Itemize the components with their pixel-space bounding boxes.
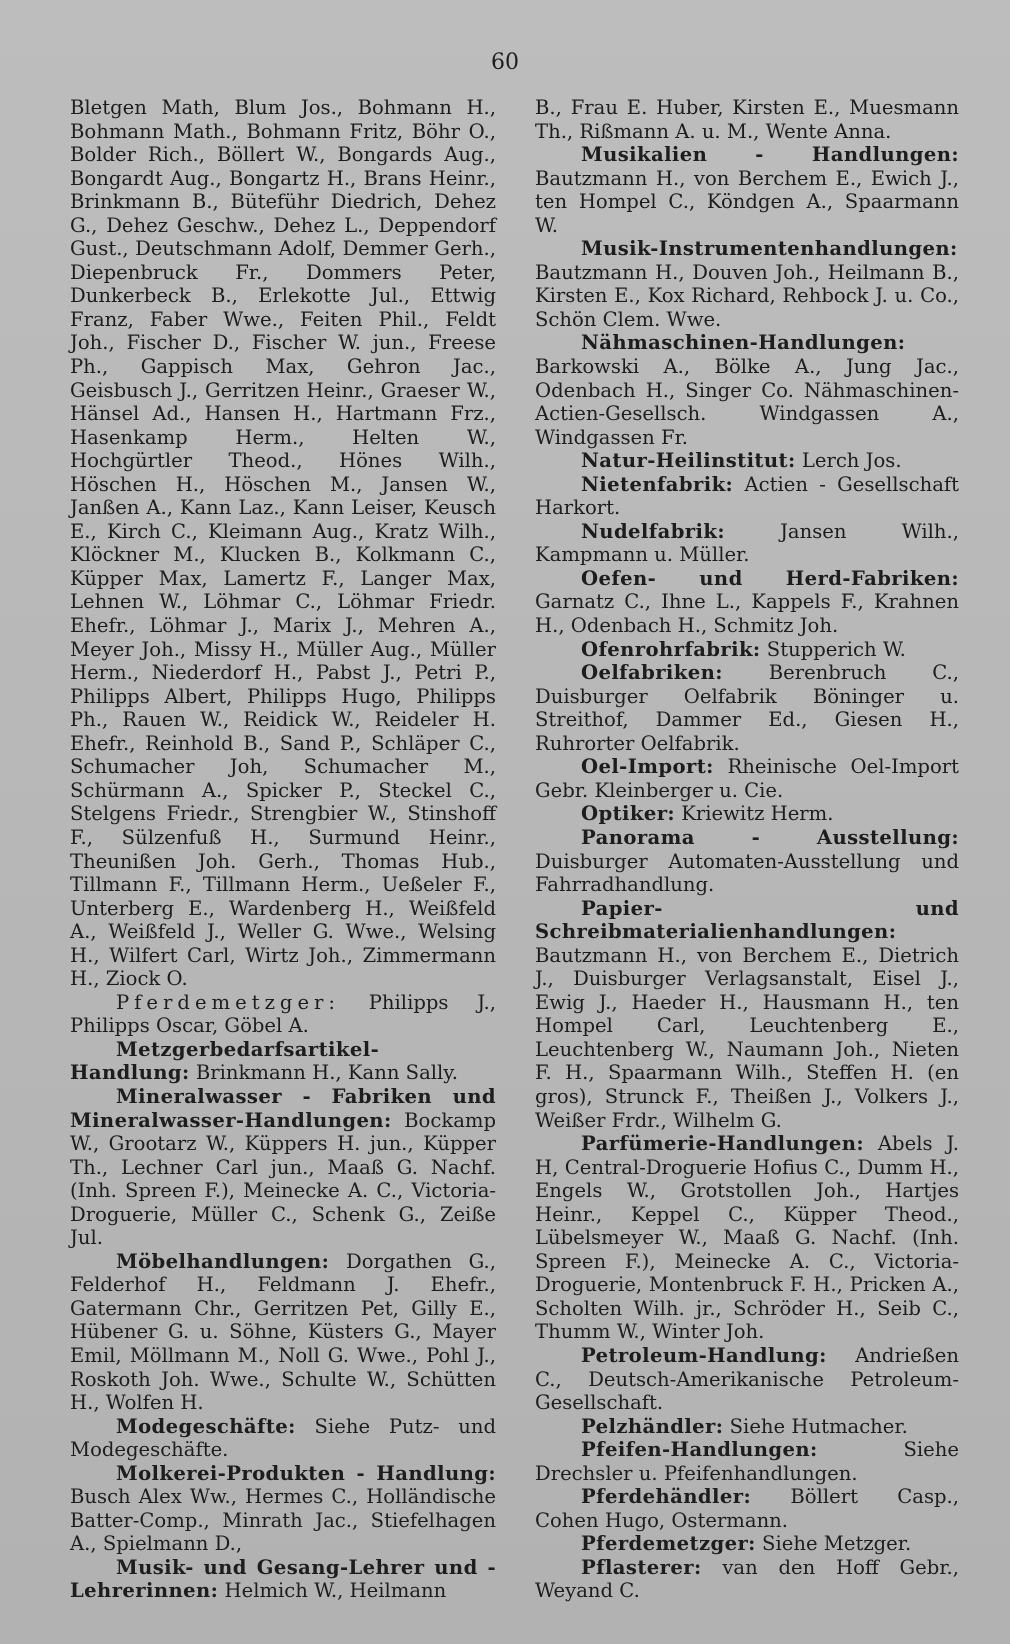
entry-heading: Pflasterer: [581, 1555, 702, 1579]
entry-nietenfabrik [535, 473, 959, 520]
entry-text: van den Hoff Gebr., Weyand C. [535, 1555, 959, 1603]
entry-heading: Pferdemetzger: [581, 1532, 756, 1556]
entry-metzgerbedarf [70, 1038, 496, 1085]
entry-text: Rheinische Oel-Import Gebr. Kleinberger u. Cie. [535, 755, 959, 802]
entry-heading: Parfümerie-Handlungen: [581, 1132, 864, 1156]
entry-ofenrohrfabrik [535, 638, 959, 662]
entry-pferdemetzger [70, 991, 496, 1038]
entry-text: Böllert Casp., Cohen Hugo, Ostermann. [535, 1485, 959, 1532]
entry-text: Andrießen C., Deutsch-Amerikanische Petroleum-Gesellschaft. [535, 1343, 959, 1415]
entry-oefen [535, 567, 959, 638]
entry-continuation [535, 96, 959, 143]
entry-heading: Pferdehändler: [581, 1485, 752, 1509]
entry-nudelfabrik [535, 520, 959, 567]
entry-musik-gesang [70, 1556, 496, 1603]
entry-natur-heilinstitut [535, 449, 959, 473]
entry-papier [535, 897, 959, 1132]
entry-parfuemerie [535, 1132, 959, 1344]
entry-heading: Pferdemetzger: [116, 990, 341, 1014]
entry-heading: Oefen- und Herd-Fabriken: [581, 566, 959, 590]
entry-heading: Ofenrohrfabrik: [581, 637, 761, 661]
entry-panorama [535, 826, 959, 897]
entry-heading: Nietenfabrik: [581, 472, 734, 496]
entry-text: Helmich W., Heilmann [218, 1579, 447, 1603]
entry-text: Brinkmann H., Kann Sally. [189, 1061, 458, 1085]
entry-text: Dorgathen G., Felderhof H., Feldmann J. Ehefr., Gatermann Chr., Gerritzen Pet, Gilly E., Hübener G. u. Söhne, Küsters G., Mayer Emil, Möllmann M., Noll G. Wwe., Pohl J., Roskoth Joh. Wwe., Schulte W., Schütten H., Wolfen H. [70, 1249, 496, 1415]
entry-text: Bautzmann H., Douven Joh., Heilmann B., Kirsten E., Kox Richard, Rehbock J. u. Co., Schön Clem. Wwe. [535, 260, 959, 331]
entry-text: Jansen Wilh., Kampmann u. Müller. [535, 519, 959, 567]
entry-heading: Musikalien - Handlungen: [581, 143, 959, 167]
entry-pferdehaendler [535, 1485, 959, 1532]
entry-heading: Modegeschäfte: [116, 1414, 296, 1438]
entry-text: Garnatz C., Ihne L., Kappels F., Krahnen H., Odenbach H., Schmitz Joh. [535, 590, 959, 638]
entry-heading: Oel-Import: [581, 755, 714, 779]
entry-heading: Pfeifen-Handlungen: [581, 1438, 818, 1462]
entry-pflasterer [535, 1556, 959, 1603]
entry-text: Siehe Drechsler u. Pfeifenhandlungen. [535, 1438, 959, 1485]
entry-heading: Oelfabriken: [581, 661, 723, 685]
entry-heading: Nudelfabrik: [581, 519, 725, 543]
entry-text: Bautzmann H., von Berchem E., Dietrich J., Duisburger Verlagsanstalt, Eisel J., Ewig J., Haeder H., Hausmann H., ten Hompel Carl, Leuchtenberg E., Leuchtenberg W., Naumann Joh., Nieten F. H., Spaarmann Wilh., Steffen H. (en gros), Strunck F., Theißen J., Volkers J., Weißer Frdr., Wilhelm G. [535, 943, 959, 1132]
entry-text: Bletgen Math, Blum Jos., Bohmann H., Bohmann Math., Bohmann Fritz, Böhr O., Bolder Rich., Böllert W., Bongards Aug., Bongardt Aug., Bongartz H., Brans Heinr., Brinkmann B., Büteführ Diedrich, Dehez G., Dehez Geschw., Dehez L., Deppendorf Gust., Deutschmann Adolf, Demmer Gerh., Diepenbruck Fr., Dommers Peter, Dunkerbeck B., Erlekotte Jul., Ettwig Franz, Faber Wwe., Feiten Phil., Feldt Joh., Fischer D., Fischer W. jun., Freese Ph., Gappisch Max, Gehron Jac., Geisbusch J., Gerritzen Heinr., Graeser W., Hänsel Ad., Hansen H., Hartmann Frz., Hasenkamp Herm., Helten W., Hochgürtler Theod., Hönes Wilh., Höschen H., Höschen M., Jansen W., Janßen A., Kann Laz., Kann Leiser, Keusch E., Kirch C., Kleimann Aug., Kratz Wilh., Klöckner M., Klucken B., Kolkmann C., Küpper Max, Lamertz F., Langer Max, Lehnen W., Löhmar C., Löhmar Friedr. Ehefr., Löhmar J., Marix J., Mehren A., Meyer Joh., Missy H., Müller Aug., Müller Herm., Niederdorf H., Pabst J., Petri P., Philipps Albert, Philipps Hugo, Philipps Ph., Rauen W., Reidick W., Reideler H. Ehefr., Reinhold B., Sand P., Schläper C., Schumacher Joh, Schumacher M., Schürmann A., Spicker P., Steckel C., Stelgens Friedr., Strengbier W., Stinshoff F., Sülzenfuß H., Surmund Heinr., Theunißen Joh. Gerh., Thomas Hub., Tillmann F., Tillmann Herm., Ueßeler F., Unterberg E., Wardenberg H., Weißfeld A., Weißfeld J., Weller G. Wwe., Welsing H., Wilfert Carl, Wirtz Joh., Zimmermann H., Ziock O. [70, 96, 496, 991]
entry-instrumente [535, 237, 959, 331]
entry-text: Bautzmann H., von Berchem E., Ewich J., ten Hompel C., Köndgen A., Spaarmann W. [535, 166, 959, 237]
entry-text: Actien - Gesellschaft Harkort. [535, 472, 959, 520]
entry-optiker [535, 802, 959, 826]
entry-pfeifen [535, 1438, 959, 1485]
entry-text: Berenbruch C., Duisburger Oelfabrik Böninger u. Streithof, Dammer Ed., Giesen H., Ruhrorter Oelfabrik. [535, 661, 959, 755]
entry-text: Bockamp W., Grootarz W., Küppers H. jun., Küpper Th., Lechner Carl jun., Maaß G. Nachf. (Inh. Spreen F.), Meinecke A. C., Victoria-Droguerie, Müller C., Schenk G., Zeiße Jul. [70, 1108, 496, 1250]
entry-mineralwasser [70, 1085, 496, 1250]
entry-petroleum [535, 1344, 959, 1415]
entry-heading: Natur-Heilinstitut: [581, 449, 796, 473]
page-number: 60 [491, 50, 519, 75]
entry-text: Philipps J., Philipps Oscar, Göbel A. [70, 990, 496, 1038]
entry-text: Siehe Hutmacher. [723, 1414, 908, 1438]
entry-heading: Mineralwasser - Fabriken und Mineralwasser-Handlungen: [70, 1084, 496, 1132]
entry-text: Stupperich W. [760, 637, 906, 661]
entry-mode [70, 1415, 496, 1462]
entry-heading: Möbelhandlungen: [116, 1249, 330, 1273]
left-column [70, 96, 496, 1603]
entry-naehmaschinen [535, 331, 959, 449]
entry-oel-import [535, 755, 959, 802]
entry-text: Busch Alex Ww., Hermes C., Holländische Batter-Comp., Minrath Jac., Stiefelhagen A., Spielmann D., [70, 1485, 496, 1556]
entry-text: Lerch Jos. [795, 449, 902, 473]
entry-heading: Musik- und Gesang-Lehrer und -Lehrerinnen: [70, 1555, 496, 1603]
entry-heading: Optiker: [581, 802, 676, 826]
entry-text: Siehe Metzger. [755, 1532, 912, 1556]
entry-molkerei [70, 1462, 496, 1556]
entry-heading: Nähmaschinen-Handlungen: [581, 331, 906, 355]
entry-heading: Metzgerbedarfsartikel-Handlung: [70, 1037, 380, 1085]
entry-pelzhaendler [535, 1415, 959, 1439]
entry-text: Abels J. H, Central-Droguerie Hofius C., Dumm H., Engels W., Grotstollen Joh., Hartjes Heinr., Keppel C., Küpper Theod., Lübelsmeyer W., Maaß G. Nachf. (Inh. Spreen F.), Meinecke A. C., Victoria-Droguerie, Montenbruck F. H., Pricken A., Scholten Wilh. jr., Schröder H., Seib C., Thumm W., Winter Joh. [535, 1132, 959, 1344]
entry-text: B., Frau E. Huber, Kirsten E., Muesmann Th., Rißmann A. u. M., Wente Anna. [535, 96, 959, 143]
entry-heading: Pelzhändler: [581, 1414, 724, 1438]
entry-heading: Molkerei-Produkten - Handlung: [116, 1461, 496, 1485]
entry-text: Duisburger Automaten-Ausstellung und Fahrradhandlung. [535, 849, 959, 897]
entry-moebel [70, 1250, 496, 1415]
entry-intro-list [70, 96, 496, 991]
entry-pferdemetzger-ref [535, 1532, 959, 1556]
entry-text: Siehe Putz- und Modegeschäfte. [70, 1414, 496, 1462]
entry-heading: Papier- und Schreibmaterialienhandlungen: [535, 896, 959, 944]
entry-oelfabriken [535, 661, 959, 755]
entry-heading: Panorama - Ausstellung: [581, 825, 959, 849]
entry-musikalien [535, 143, 959, 237]
entry-text: Kriewitz Herm. [675, 802, 834, 826]
entry-text: Barkowski A., Bölke A., Jung Jac., Odenbach H., Singer Co. Nähmaschinen-Actien-Gesellsch. Windgassen A., Windgassen Fr. [535, 355, 959, 449]
right-column [535, 96, 959, 1603]
entry-heading: Petroleum-Handlung: [581, 1343, 827, 1367]
entry-heading: Musik-Instrumentenhandlungen: [581, 237, 958, 261]
